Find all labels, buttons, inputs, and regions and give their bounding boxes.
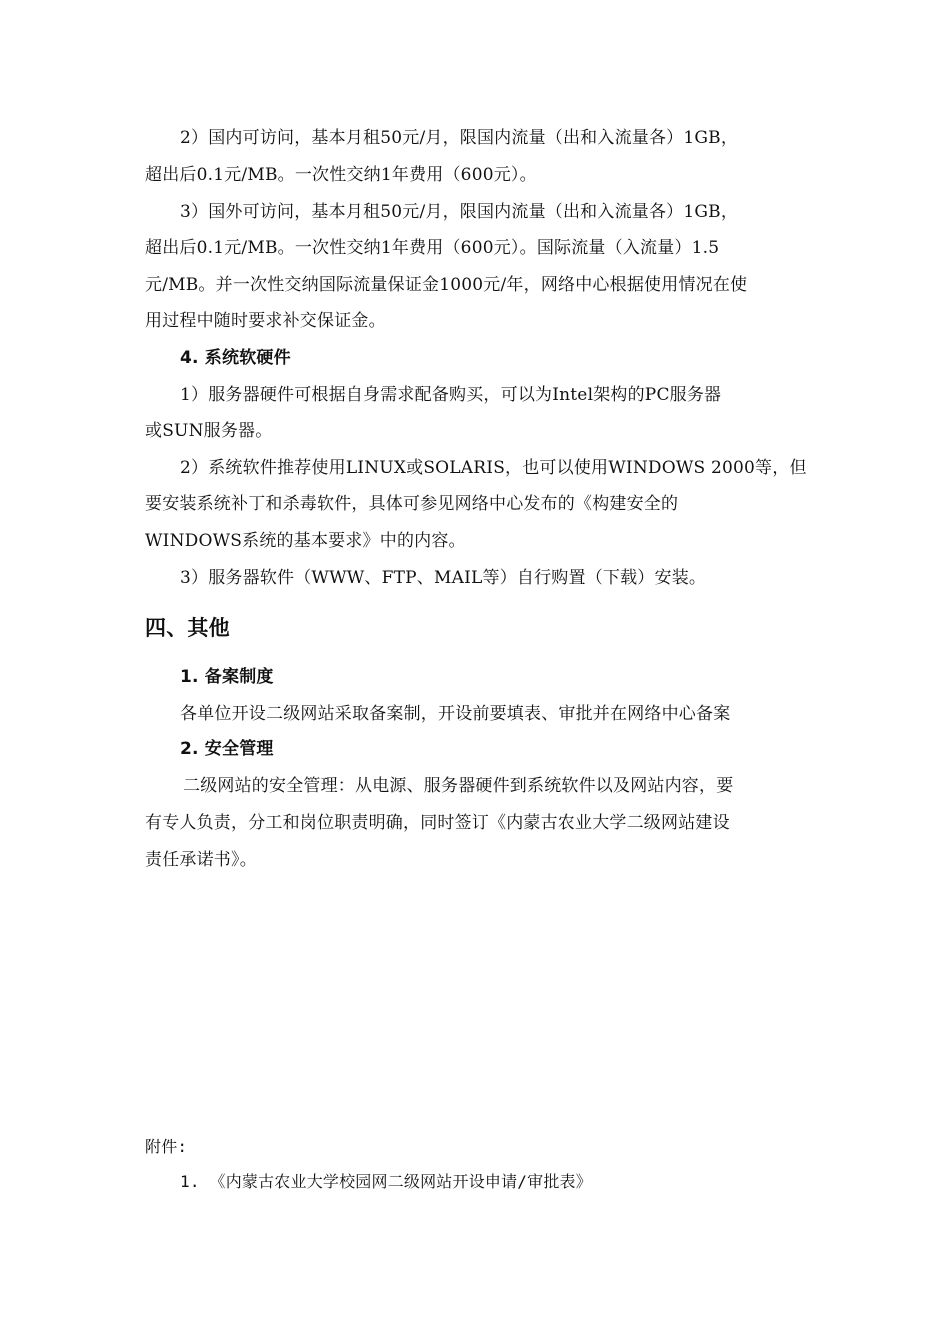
subsection-heading: 4. 系统软硬件 (180, 348, 291, 368)
paragraph-line: 2）国内可访问，基本月租50元/月，限国内流量（出和入流量各）1GB， (180, 128, 739, 148)
paragraph-line: 元/MB。并一次性交纳国际流量保证金1000元/年，网络中心根据使用情况在使 (145, 275, 748, 295)
subsection-heading: 1. 备案制度 (180, 667, 274, 687)
paragraph-line: 二级网站的安全管理：从电源、服务器硬件到系统软件以及网站内容，要 (183, 776, 734, 796)
paragraph-line: 或SUN服务器。 (145, 421, 273, 441)
paragraph-line: 3）国外可访问，基本月租50元/月，限国内流量（出和入流量各）1GB， (180, 202, 739, 222)
paragraph-line: 责任承诺书》。 (145, 850, 257, 870)
attachment-item: 1. 《内蒙古农业大学校园网二级网站开设申请/审批表》 (180, 1172, 592, 1191)
section-title: 四、其他 (145, 616, 230, 640)
subsection-heading: 2. 安全管理 (180, 739, 274, 759)
paragraph-line: 要安装系统补丁和杀毒软件，具体可参见网络中心发布的《构建安全的 (145, 494, 679, 514)
paragraph-line: 用过程中随时要求补交保证金。 (145, 311, 386, 331)
paragraph-line: 1）服务器硬件可根据自身需求配备购买，可以为Intel架构的PC服务器 (180, 385, 722, 405)
paragraph-line: WINDOWS系统的基本要求》中的内容。 (145, 531, 466, 551)
paragraph-line: 超出后0.1元/MB。一次性交纳1年费用（600元）。 (145, 165, 537, 185)
paragraph-line: 2）系统软件推荐使用LINUX或SOLARIS，也可以使用WINDOWS 2000等，但 (180, 458, 807, 478)
paragraph-line: 超出后0.1元/MB。一次性交纳1年费用（600元）。国际流量（入流量）1.5 (145, 238, 720, 258)
paragraph-line: 3）服务器软件（WWW、FTP、MAIL等）自行购置（下载）安装。 (180, 568, 707, 588)
paragraph-line: 各单位开设二级网站采取备案制，开设前要填表、审批并在网络中心备案 (180, 704, 731, 724)
paragraph-line: 有专人负责，分工和岗位职责明确，同时签订《内蒙古农业大学二级网站建设 (145, 813, 730, 833)
attachment-label: 附件: (145, 1137, 188, 1156)
